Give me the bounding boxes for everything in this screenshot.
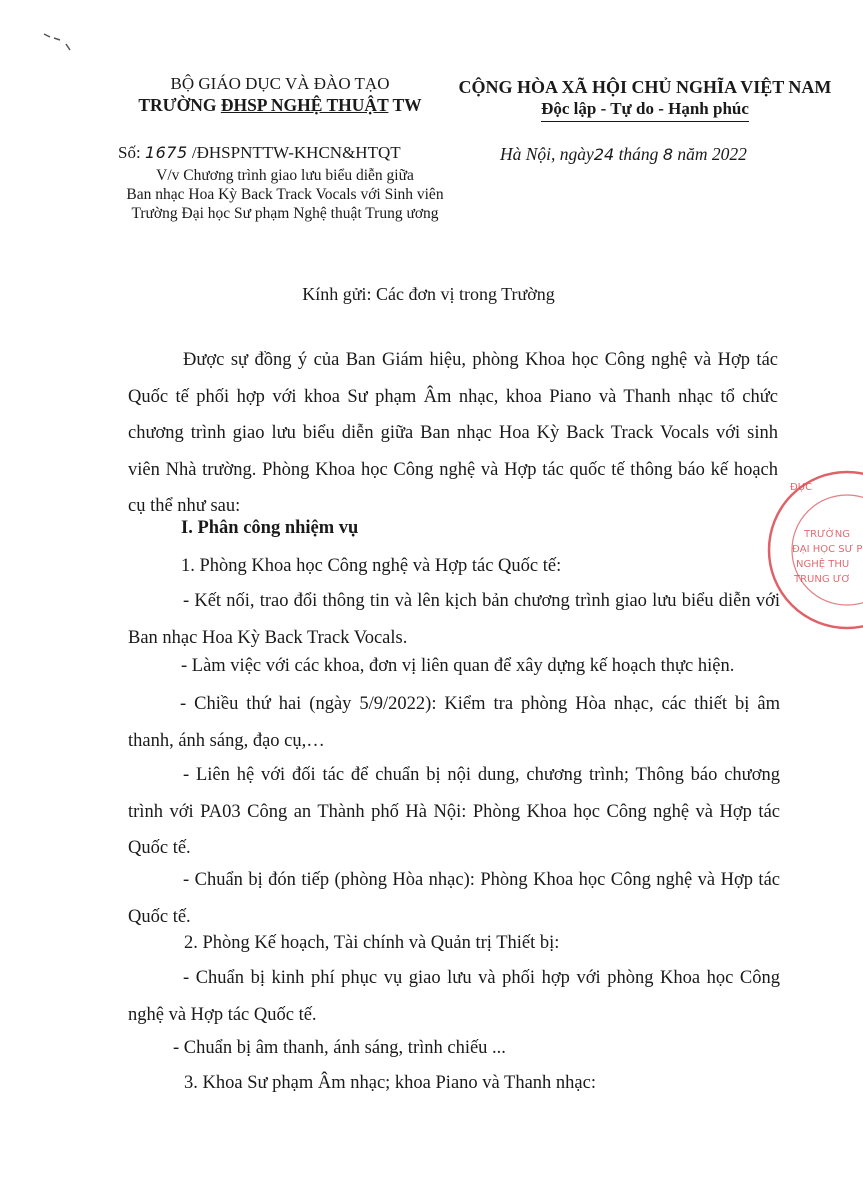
item-1-bullet-4: - Liên hệ với đối tác để chuẩn bị nội dung, chương trình; Thông báo chương trình với PA03 Công an Thành phố Hà Nội: Phòng Khoa học Công nghệ và Hợp tác Quốc tế. <box>128 765 780 858</box>
item-2-title: 2. Phòng Kế hoạch, Tài chính và Quản trị Thiết bị: <box>184 933 560 953</box>
ministry-name: BỘ GIÁO DỤC VÀ ĐÀO TẠO <box>170 74 390 93</box>
subject-line: Trường Đại học Sư phạm Nghệ thuật Trung ương <box>131 205 439 222</box>
item-1-bullet-1: - Kết nối, trao đổi thông tin và lên kịch bản chương trình giao lưu biểu diễn với Ban nhạc Hoa Kỳ Back Track Vocals. <box>128 591 780 648</box>
date-month: 8 <box>662 145 673 164</box>
school-prefix: TRƯỜNG <box>138 95 221 115</box>
svg-text:TRƯỜNG: TRƯỜNG <box>804 529 850 540</box>
school-underlined: ĐHSP NGHỆ THUẬT <box>220 95 389 115</box>
school-name <box>90 94 470 116</box>
item-2-bullet-2: - Chuẩn bị âm thanh, ánh sáng, trình chiếu ... <box>173 1038 506 1058</box>
doc-no-code: /ĐHSPNTTW-KHCN&HTQT <box>187 143 401 162</box>
section-1-title: I. Phân công nhiệm vụ <box>181 518 359 538</box>
document-number <box>118 143 401 163</box>
nation-title: CỘNG HÒA XÃ HỘI CHỦ NGHĨA VIỆT NAM <box>458 77 832 97</box>
svg-text:TRUNG ƯƠ: TRUNG ƯƠ <box>794 574 851 585</box>
scan-marks <box>40 28 80 58</box>
item-1-title: 1. Phòng Khoa học Công nghệ và Hợp tác Quốc tế: <box>181 556 562 576</box>
issuer-block <box>90 74 470 116</box>
svg-text:ĐẠI HỌC SƯ P: ĐẠI HỌC SƯ P <box>792 544 863 555</box>
national-header <box>445 76 845 122</box>
item-1-bullet-5: - Chuẩn bị đón tiếp (phòng Hòa nhạc): Phòng Khoa học Công nghệ và Hợp tác Quốc tế. <box>128 870 780 927</box>
date-suffix: năm 2022 <box>673 144 747 164</box>
motto: Độc lập - Tự do - Hạnh phúc <box>541 98 749 122</box>
svg-text:ĐỤC: ĐỤC <box>790 482 813 493</box>
doc-no-label: Số: <box>118 143 145 162</box>
item-1-bullet-2: - Làm việc với các khoa, đơn vị liên quan để xây dựng kế hoạch thực hiện. <box>181 656 735 676</box>
item-3-title: 3. Khoa Sư phạm Âm nhạc; khoa Piano và Thanh nhạc: <box>184 1073 596 1093</box>
stamp-seal <box>752 470 863 670</box>
subject-line: Ban nhạc Hoa Kỳ Back Track Vocals với Sinh viên <box>126 186 444 203</box>
svg-text:NGHỆ THU: NGHỆ THU <box>796 559 850 570</box>
school-suffix: TW <box>388 95 422 115</box>
date-prefix: Hà Nội, ngày <box>500 144 594 164</box>
item-2-bullet-1: - Chuẩn bị kinh phí phục vụ giao lưu và phối hợp với phòng Khoa học Công nghệ và Hợp tác Quốc tế. <box>128 968 780 1025</box>
doc-no-handwritten: 1675 <box>144 143 188 162</box>
subject-line: V/v Chương trình giao lưu biểu diễn giữa <box>156 167 414 184</box>
recipient-line: Kính gửi: Các đơn vị trong Trường <box>302 284 555 304</box>
date-day: 24 <box>593 145 615 164</box>
date-line <box>500 144 747 165</box>
subject-block <box>85 166 485 223</box>
official-stamp <box>752 470 863 670</box>
intro-paragraph: Được sự đồng ý của Ban Giám hiệu, phòng Khoa học Công nghệ và Hợp tác Quốc tế phối hợp với khoa Sư phạm Âm nhạc, khoa Piano và Thanh nhạc tổ chức chương trình giao lưu biểu diễn giữa Ban nhạc Hoa Kỳ Back Track Vocals với sinh viên Nhà trường. Phòng Khoa học Công nghệ và Hợp tác quốc tế thông báo kế hoạch cụ thể như sau: <box>128 350 778 516</box>
date-mid: tháng <box>614 144 663 164</box>
item-1-bullet-3: - Chiều thứ hai (ngày 5/9/2022): Kiểm tra phòng Hòa nhạc, các thiết bị âm thanh, ánh sáng, đạo cụ,… <box>128 694 780 751</box>
